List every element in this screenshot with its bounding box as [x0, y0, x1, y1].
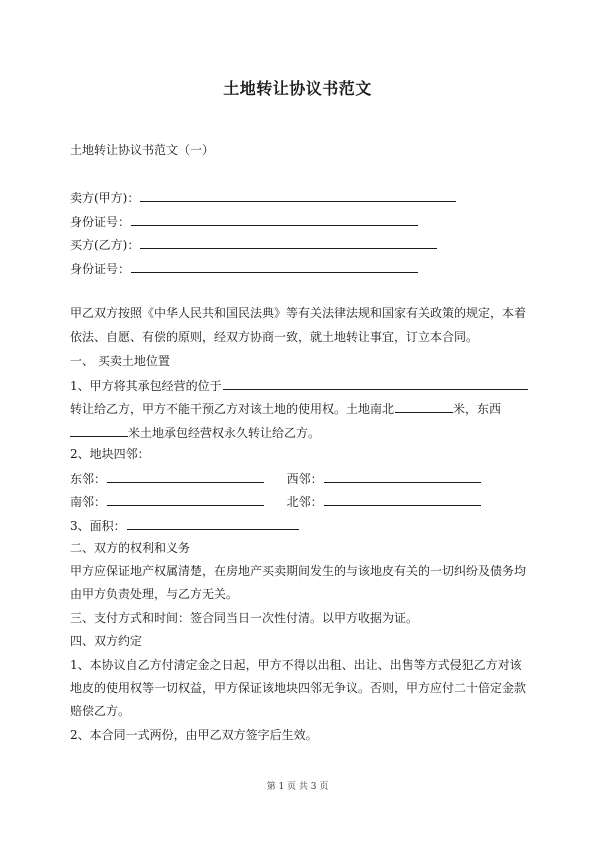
location-blank[interactable]	[223, 377, 528, 390]
transfer-text: 转让给乙方，甲方不能干预乙方对该土地的使用权。土地南北	[70, 402, 395, 416]
section-2-line-1: 甲方应保证地产权属清楚，在房地产买卖期间发生的与该地皮有关的一切纠纷及债务均	[70, 564, 527, 578]
section-1-item-1-row-3	[70, 424, 320, 440]
buyer-row	[70, 236, 437, 252]
section-4-item-2: 2、本合同一式两份，由甲乙双方签字后生效。	[70, 728, 318, 742]
north-blank[interactable]	[324, 493, 481, 506]
north-south-blank[interactable]	[395, 400, 453, 413]
north-label: 北邻：	[286, 495, 323, 509]
west-label: 西邻：	[286, 472, 323, 486]
intro-line-2: 依法、自愿、有偿的原则，经双方协商一致，就土地转让事宜，订立本合同。	[70, 330, 479, 344]
subtitle: 土地转让协议书范文（一）	[70, 143, 215, 157]
east-west-blank[interactable]	[70, 424, 128, 437]
neighbors-row-2	[70, 493, 481, 509]
area-blank[interactable]	[127, 517, 299, 530]
section-4-item-1-line-3: 赔偿乙方。	[70, 704, 131, 718]
location-label: 1、甲方将其承包经营的位于	[70, 379, 222, 393]
document-title: 土地转让协议书范文	[223, 79, 372, 98]
section-4-item-1-line-1: 1、本协议自乙方付清定金之日起，甲方不得以出租、出让、出售等方式侵犯乙方对该	[70, 658, 522, 672]
section-3-line: 三、支付方式和时间：签合同当日一次性付清。以甲方收据为证。	[70, 611, 419, 625]
buyer-id-label: 身份证号：	[70, 262, 131, 276]
section-1-item-1-row	[70, 377, 528, 393]
neighbors-row-1	[70, 470, 481, 486]
section-1-item-1-row-2	[70, 400, 501, 416]
buyer-id-blank[interactable]	[131, 260, 418, 273]
section-1-item-2: 2、地块四邻：	[70, 447, 150, 461]
seller-id-label: 身份证号：	[70, 215, 131, 229]
buyer-blank[interactable]	[140, 236, 437, 249]
area-label: 3、面积：	[70, 519, 126, 533]
seller-row	[70, 189, 456, 205]
area-row	[70, 517, 299, 533]
transfer-permanent-text: 米土地承包经营权永久转让给乙方。	[128, 426, 321, 440]
section-2-line-2: 由甲方负责处理，与乙方无关。	[70, 587, 239, 601]
seller-id-blank[interactable]	[131, 213, 418, 226]
section-2-heading: 二、双方的权利和义务	[70, 541, 191, 555]
seller-blank[interactable]	[140, 189, 456, 202]
meter-label: 米，东西	[453, 402, 502, 416]
east-blank[interactable]	[107, 470, 264, 483]
west-blank[interactable]	[324, 470, 481, 483]
east-label: 东邻：	[70, 472, 107, 486]
intro-line-1: 甲乙双方按照《中华人民共和国民法典》等有关法律法规和国家有关政策的规定，本着	[70, 306, 527, 320]
south-blank[interactable]	[107, 493, 264, 506]
south-label: 南邻：	[70, 495, 107, 509]
buyer-label: 买方(乙方)：	[70, 238, 140, 252]
section-4-heading: 四、双方约定	[70, 634, 143, 648]
seller-id-row	[70, 213, 418, 229]
buyer-id-row	[70, 260, 418, 276]
page-number: 第 1 页 共 3 页	[266, 782, 329, 792]
section-1-heading: 一、 买卖土地位置	[70, 354, 170, 368]
section-4-item-1-line-2: 地皮的使用权等一切权益，甲方保证该地块四邻无争议。否则，甲方应付二十倍定金款	[70, 681, 527, 695]
seller-label: 卖方(甲方)：	[70, 191, 140, 205]
